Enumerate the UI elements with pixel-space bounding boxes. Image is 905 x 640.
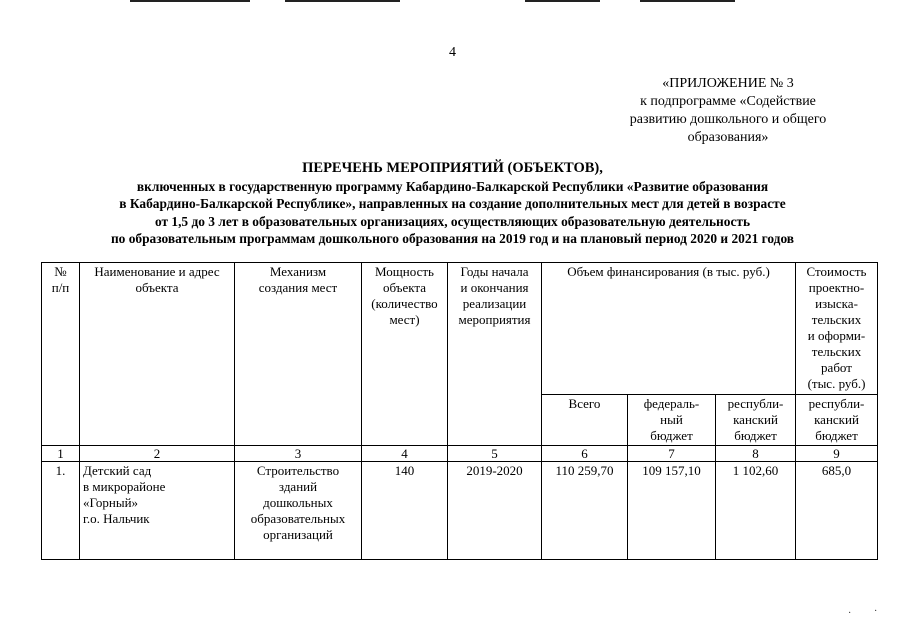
header-text: объекта (382, 280, 427, 295)
title-line: от 1,5 до 3 лет в образовательных организациях, осуществляющих образовательную деятельность (154, 213, 751, 229)
header-text: республи- (727, 396, 784, 411)
header-funding (542, 263, 796, 395)
cell-text: образовательных (250, 511, 346, 526)
header-republic (716, 395, 796, 446)
header-text: (количество (371, 296, 438, 311)
appendix-line: образования» (687, 130, 769, 145)
cell-text: Строительство (256, 463, 340, 478)
scan-edge-line (285, 0, 400, 2)
page-number: 4 (449, 45, 456, 60)
column-number: 4 (362, 446, 448, 462)
header-text: объекта (135, 280, 179, 295)
header-text: бюджет (650, 428, 693, 443)
header-cost-republic (796, 395, 878, 446)
cell-text: «Горный» (83, 495, 139, 510)
header-name (80, 263, 235, 446)
column-number: 3 (235, 446, 362, 462)
header-text: ный (660, 412, 683, 427)
row-federal: 109 157,10 (628, 462, 716, 560)
header-text: Годы начала (460, 264, 529, 279)
column-number: 5 (448, 446, 542, 462)
row-cost: 685,0 (796, 462, 878, 560)
header-text: тельских (811, 344, 862, 359)
header-text: изыска- (815, 296, 858, 311)
header-num (42, 263, 80, 446)
column-number: 6 (542, 446, 628, 462)
header-federal (628, 395, 716, 446)
scan-edge-line (130, 0, 250, 2)
column-number: 2 (80, 446, 235, 462)
row-mechanism (235, 462, 362, 560)
header-text: Всего (568, 396, 601, 411)
row-name (80, 462, 235, 560)
header-text: федераль- (643, 396, 700, 411)
row-republic: 1 102,60 (716, 462, 796, 560)
title-line: включенных в государственную программу Кабардино-Балкарской Республики «Развитие образования (136, 178, 769, 194)
header-text: реализации (462, 296, 527, 311)
objects-table (41, 262, 878, 560)
title-line: в Кабардино-Балкарской Республике», направленных на создание дополнительных мест для детей в возрасте (119, 196, 786, 212)
cell-text: дошкольных (263, 495, 333, 510)
column-number-row (42, 446, 878, 462)
scan-speck: · (874, 606, 878, 617)
column-number: 1 (42, 446, 80, 462)
title-line: по образовательным программам дошкольного образования на 2019 год и на плановый период 2020 и 2021 годов (110, 231, 795, 247)
header-text: создания мест (258, 280, 338, 295)
header-text: п/п (51, 280, 70, 295)
header-text: республи- (808, 396, 865, 411)
appendix-line: развитию дошкольного и общего (629, 112, 827, 127)
header-capacity (362, 263, 448, 446)
header-text: мероприятия (458, 312, 531, 327)
header-text: бюджет (734, 428, 777, 443)
appendix-line: «ПРИЛОЖЕНИЕ № 3 (662, 76, 794, 91)
appendix-line: к подпрограмме «Содействие (640, 94, 816, 109)
document-title (40, 160, 865, 248)
header-text: Мощность (375, 264, 434, 279)
scan-edge-line (640, 0, 735, 2)
header-text: бюджет (815, 428, 858, 443)
header-row (42, 263, 878, 395)
cell-text: Детский сад (83, 463, 152, 478)
row-total: 110 259,70 (542, 462, 628, 560)
column-number: 9 (796, 446, 878, 462)
header-text: и окончания (460, 280, 529, 295)
header-text: № (54, 264, 67, 279)
scan-edge-line (525, 0, 600, 2)
header-total (542, 395, 628, 446)
header-text: мест) (389, 312, 420, 327)
header-text: проектно- (808, 280, 865, 295)
header-text: тельских (811, 312, 862, 327)
header-text: Стоимость (806, 264, 867, 279)
header-text: (тыс. руб.) (807, 376, 866, 391)
header-years (448, 263, 542, 446)
header-text: и оформи- (807, 328, 866, 343)
row-num: 1. (42, 462, 80, 560)
appendix-note (598, 75, 858, 147)
header-cost (796, 263, 878, 395)
header-mechanism (235, 263, 362, 446)
column-number: 7 (628, 446, 716, 462)
column-number: 8 (716, 446, 796, 462)
header-text: Объем финансирования (в тыс. руб.) (567, 264, 770, 279)
cell-text: организаций (263, 527, 333, 542)
title-line: ПЕРЕЧЕНЬ МЕРОПРИЯТИЙ (ОБЪЕКТОВ), (302, 160, 603, 176)
row-capacity: 140 (362, 462, 448, 560)
header-text: Механизм (269, 264, 327, 279)
header-text: канский (814, 412, 859, 427)
row-years: 2019-2020 (448, 462, 542, 560)
header-text: Наименование и адрес (94, 264, 220, 279)
cell-text: в микрорайоне (83, 479, 166, 494)
cell-text: зданий (278, 479, 318, 494)
header-text: работ (821, 360, 852, 375)
table-row (42, 462, 878, 560)
header-text: канский (733, 412, 778, 427)
scan-speck: · (848, 608, 852, 619)
cell-text: г.о. Нальчик (83, 511, 150, 526)
